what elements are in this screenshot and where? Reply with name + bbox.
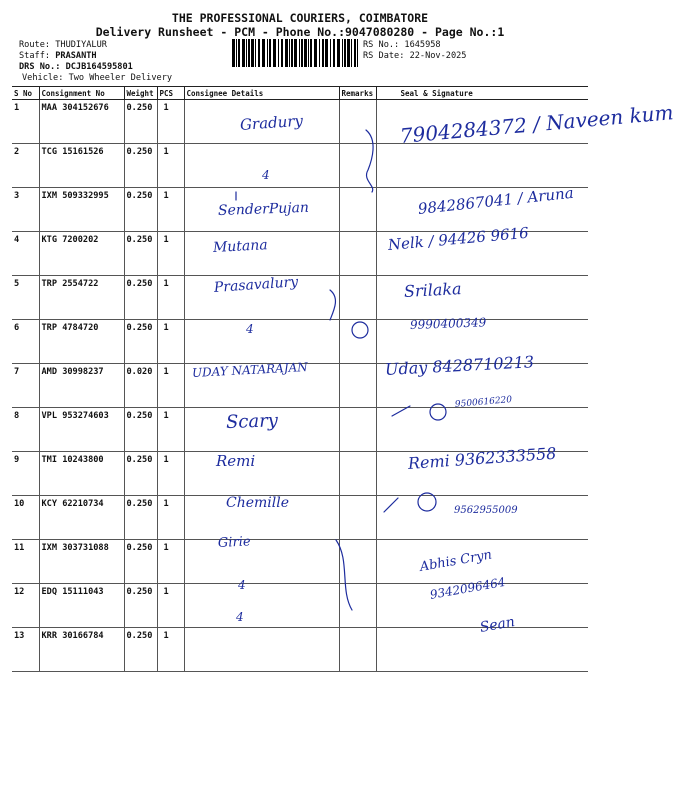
- seal-signature-handwriting: Abhis Cryn: [418, 547, 494, 575]
- seal-signature-handwriting: Sean: [478, 614, 517, 636]
- cell-pcs: 1: [157, 144, 184, 188]
- cell-sno: 8: [12, 408, 39, 452]
- table-row: [12, 144, 588, 188]
- col-pcs: PCS: [157, 87, 184, 100]
- cell-pcs: 1: [157, 408, 184, 452]
- barcode-bar: [289, 39, 290, 67]
- barcode-bar: [301, 39, 303, 67]
- cell-pcs: 1: [157, 452, 184, 496]
- barcode-bar: [354, 39, 356, 67]
- cell-sno: 5: [12, 276, 39, 320]
- barcode-bar: [236, 39, 237, 67]
- cell-sno: 3: [12, 188, 39, 232]
- cell-weight: 0.250: [124, 584, 157, 628]
- cell-weight: 0.250: [124, 276, 157, 320]
- cell-weight: 0.250: [124, 628, 157, 672]
- cell-sno: 7: [12, 364, 39, 408]
- cell-remarks: [339, 628, 376, 672]
- consignee-handwriting: Chemille: [226, 495, 290, 511]
- barcode-bar: [310, 39, 312, 67]
- barcode-bar: [294, 39, 297, 67]
- cell-pcs: 1: [157, 320, 184, 364]
- cell-sno: 2: [12, 144, 39, 188]
- consignee-handwriting: UDAY NATARAJAN: [191, 359, 309, 380]
- cell-sno: 10: [12, 496, 39, 540]
- cell-consignee: [184, 628, 339, 672]
- cell-pcs: 1: [157, 540, 184, 584]
- barcode-bar: [319, 39, 320, 67]
- cell-remarks: [339, 540, 376, 584]
- barcode-bar: [273, 39, 276, 67]
- barcode-bar: [246, 39, 247, 67]
- barcode-bar: [308, 39, 309, 67]
- barcode: [232, 39, 358, 67]
- seal-signature-handwriting: Srilaka: [403, 278, 463, 301]
- consignee-handwriting: Gradury: [239, 111, 304, 134]
- cell-consignment: KTG 7200202: [39, 232, 124, 276]
- cell-pcs: 1: [157, 276, 184, 320]
- barcode-bar: [322, 39, 324, 67]
- cell-seal: [376, 408, 588, 452]
- cell-pcs: 1: [157, 584, 184, 628]
- barcode-bar: [337, 39, 340, 67]
- staff-name: PRASANTH: [55, 51, 97, 61]
- barcode-bar: [357, 39, 358, 67]
- cell-pcs: 1: [157, 496, 184, 540]
- seal-signature-handwriting: 9342096464: [428, 574, 507, 602]
- cell-pcs: 1: [157, 364, 184, 408]
- cell-remarks: [339, 496, 376, 540]
- barcode-bar: [232, 39, 235, 67]
- seal-signature-handwriting: 7904284372 / Naveen kum: [398, 100, 674, 148]
- cell-consignment: MAA 304152676: [39, 100, 124, 144]
- barcode-bar: [325, 39, 328, 67]
- col-remarks: Remarks: [339, 87, 376, 100]
- rs-date: RS Date: 22-Nov-2025: [363, 51, 467, 61]
- cell-weight: 0.250: [124, 100, 157, 144]
- table-row: [12, 496, 588, 540]
- barcode-bar: [281, 39, 283, 67]
- barcode-bar: [267, 39, 268, 67]
- consignee-handwriting: Prasavalury: [213, 274, 299, 296]
- cell-remarks: [339, 100, 376, 144]
- cell-weight: 0.250: [124, 408, 157, 452]
- barcode-bar: [242, 39, 245, 67]
- cell-consignee: [184, 584, 339, 628]
- cell-sno: 11: [12, 540, 39, 584]
- consignee-handwriting: Girie: [217, 534, 251, 551]
- barcode-bar: [238, 39, 240, 67]
- barcode-bar: [285, 39, 288, 67]
- barcode-bar: [262, 39, 265, 67]
- cell-weight: 0.250: [124, 496, 157, 540]
- cell-sno: 6: [12, 320, 39, 364]
- seal-signature-handwriting: 9842867041 / Aruna: [417, 183, 575, 218]
- cell-weight: 0.250: [124, 144, 157, 188]
- cell-consignment: KRR 30166784: [39, 628, 124, 672]
- barcode-bar: [333, 39, 335, 67]
- cell-sno: 12: [12, 584, 39, 628]
- cell-consignment: IXM 303731088: [39, 540, 124, 584]
- consignee-handwriting: 4: [238, 578, 246, 592]
- cell-sno: 9: [12, 452, 39, 496]
- cell-weight: 0.250: [124, 540, 157, 584]
- cell-remarks: [339, 364, 376, 408]
- cell-pcs: 1: [157, 628, 184, 672]
- barcode-bar: [255, 39, 256, 67]
- cell-remarks: [339, 276, 376, 320]
- consignee-handwriting: 4: [246, 322, 254, 336]
- cell-consignment: VPL 953274603: [39, 408, 124, 452]
- cell-remarks: [339, 320, 376, 364]
- consignee-handwriting: Remi: [216, 452, 256, 470]
- cell-consignment: TCG 15161526: [39, 144, 124, 188]
- seal-signature-handwriting: Nelk / 94426 9616: [387, 223, 530, 254]
- barcode-bar: [278, 39, 279, 67]
- barcode-bar: [347, 39, 350, 67]
- barcode-bar: [291, 39, 293, 67]
- barcode-bar: [304, 39, 307, 67]
- company-title: THE PROFESSIONAL COURIERS, COIMBATORE: [171, 11, 429, 25]
- cell-weight: 0.020: [124, 364, 157, 408]
- seal-signature-handwriting: Uday 8428710213: [384, 352, 535, 379]
- table-row: [12, 408, 588, 452]
- consignee-handwriting: 4: [236, 610, 244, 624]
- staff-line: [19, 51, 97, 61]
- seal-signature-handwriting: Remi 9362333558: [407, 443, 557, 473]
- barcode-bar: [342, 39, 343, 67]
- cell-pcs: 1: [157, 188, 184, 232]
- cell-sno: 4: [12, 232, 39, 276]
- cell-remarks: [339, 232, 376, 276]
- cell-consignment: TRP 2554722: [39, 276, 124, 320]
- table-header-row: [12, 87, 588, 100]
- cell-consignee: [184, 540, 339, 584]
- drs-number: DRS No.: DCJB164595801: [19, 62, 133, 72]
- cell-consignment: TMI 10243800: [39, 452, 124, 496]
- barcode-bar: [330, 39, 331, 67]
- col-consignee: Consignee Details: [184, 87, 339, 100]
- cell-consignee: [184, 452, 339, 496]
- cell-weight: 0.250: [124, 232, 157, 276]
- barcode-bar: [269, 39, 271, 67]
- seal-signature-handwriting: 9500616220: [454, 395, 513, 410]
- cell-weight: 0.250: [124, 188, 157, 232]
- vehicle-label: Vehicle: Two Wheeler Delivery: [22, 73, 173, 83]
- barcode-bar: [251, 39, 254, 67]
- barcode-bar: [299, 39, 300, 67]
- table-row: [12, 276, 588, 320]
- cell-consignment: KCY 62210734: [39, 496, 124, 540]
- cell-remarks: [339, 584, 376, 628]
- cell-remarks: [339, 408, 376, 452]
- staff-label: Staff:: [19, 51, 56, 61]
- cell-seal: [376, 496, 588, 540]
- barcode-bar: [344, 39, 346, 67]
- barcode-bar: [314, 39, 317, 67]
- col-seal: Seal & Signature: [376, 87, 588, 100]
- consignee-handwriting: SenderPujan: [217, 199, 310, 219]
- cell-consignment: EDQ 15111043: [39, 584, 124, 628]
- cell-consignment: AMD 30998237: [39, 364, 124, 408]
- consignee-handwriting: Mutana: [212, 237, 269, 256]
- cell-seal: [376, 144, 588, 188]
- cell-consignment: TRP 4784720: [39, 320, 124, 364]
- cell-weight: 0.250: [124, 320, 157, 364]
- table-row: [12, 628, 588, 672]
- consignee-handwriting: 4: [262, 168, 270, 182]
- cell-consignee: [184, 320, 339, 364]
- cell-remarks: [339, 452, 376, 496]
- barcode-bar: [248, 39, 250, 67]
- cell-weight: 0.250: [124, 452, 157, 496]
- barcode-bar: [258, 39, 260, 67]
- cell-remarks: [339, 144, 376, 188]
- cell-sno: 1: [12, 100, 39, 144]
- col-weight: Weight: [124, 87, 157, 100]
- seal-signature-handwriting: 9562955009: [454, 505, 518, 516]
- cell-pcs: 1: [157, 232, 184, 276]
- rs-number: RS No.: 1645958: [363, 40, 441, 50]
- cell-sno: 13: [12, 628, 39, 672]
- col-consignment: Consignment No: [39, 87, 124, 100]
- cell-remarks: [339, 188, 376, 232]
- seal-signature-handwriting: 9990400349: [409, 315, 487, 332]
- consignee-handwriting: Scary: [225, 410, 279, 433]
- cell-consignment: IXM 509332995: [39, 188, 124, 232]
- cell-pcs: 1: [157, 100, 184, 144]
- runsheet-subtitle: Delivery Runsheet - PCM - Phone No.:9047080280 - Page No.:1: [95, 25, 505, 39]
- col-sno: S No: [12, 87, 39, 100]
- barcode-bar: [351, 39, 352, 67]
- route-label: Route: THUDIYALUR: [19, 40, 107, 50]
